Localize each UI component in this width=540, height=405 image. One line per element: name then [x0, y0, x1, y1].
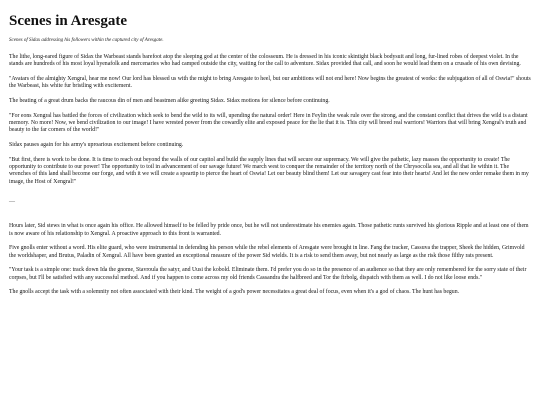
paragraph: Sidax pauses again for his army's uproarious excitement before continuing. — [9, 142, 184, 148]
paragraph: "For eons Xengral has battled the forces of civilization which seek to bend the wild to its will, upending the natural order! Here in Feylin the weak rule over the strong, and the constant conflict that drives the wild is a distant memory. No more! Now, we bend civilization to our image! I have wrested power from the cowardly elite and exposed peace for the lie that it is. This city will breed real warriors! Warriors that will bring Xengral's truth and beauty to the far corners of the world!" — [9, 112, 528, 134]
page-title: Scenes in Aresgate — [9, 13, 128, 29]
paragraph: Five gnolls enter without a word. His elite guard, who were instrumental in defending his person while the rebel elements of Aresgate were brought in line. Fang the tracker, Cassuva the trapper, Sheek the hidden, Grimvold the worldshaper, and Brutus, Paladin of Xengral. All have been granted an exceptional measure of the power Sid wields. It is a risk to send them away, but not nearly as large as the risk those filthy rats present. — [9, 245, 525, 259]
paragraph: "Avatars of the almighty Xengral, hear me now! Our lord has blessed us with the might to bring Aresgate to heel, but our ambitions will not end here! Now begins the greatest of works: the subjugation of all of Oswia!" shouts the Warbeast, his white fur bristling with excitement. — [9, 76, 531, 90]
section-separator — [9, 193, 531, 211]
paragraph: "Your task is a simple one: track down Ida the gnome, Stavroula the satyr, and Uusi the kobold. Eliminate them. I'd prefer you do so in the presence of an audience so that they are only remembered for the sorry state of their corpses, but I'll be satisfied with any successful method. And if you happen to come across my old friends Cassandra the halfbreed and Tor the firbolg, dispatch with them as well. I do not like loose ends." — [9, 267, 527, 281]
paragraph: "But first, there is work to be done. It is time to reach out beyond the walls of our capitol and build the supply lines that will secure our supremacy. We will give the pathetic, lazy masses the opportunity to create! The opportunity to contribute to our power! The opportunity to toil in advancement of our savage future! We march west to conquer the remainder of the territory north of the Chrysocolla sea, and all that lie within it. The wrenches of this land shall become our forge, and with it we will create a speartip to pierce the heart of Oswia! Let our beauty blind them! Let our savagery cast fear into their hearts! And let the new order remake them in my image, the Host of Xengral!" — [9, 156, 529, 185]
separator-dash: — — [9, 199, 15, 206]
page-subtitle: Scenes of Sidax addressing his followers within the captured city of Aresgate. — [9, 38, 164, 43]
paragraph: The beating of a great drum backs the raucous din of men and beastmen alike greeting Sidax. Sidax motions for silence before continuing. — [9, 98, 330, 104]
paragraph: The gnolls accept the task with a solemnity not often associated with their kind. The weight of a god's power necessitates a great deal of focus, even when it's a god of chaos. The hunt has begun. — [9, 289, 460, 296]
paragraph: The lithe, long-eared figure of Sidax the Warbeast stands barefoot atop the sleeping god at the center of the colosseum. He is dressed in his iconic skintight black bodysuit and long, fur-lined robes of deepest violet. In the stands are hundreds of his most loyal hyenafolk and mercenaries who had camped outside the city, waiting for the call to adventure. Sidax provided that call, and soon he would lead them on a crusade of his own devising. — [9, 54, 521, 68]
paragraph: Hours later, Sid stews in what is once again his office. He allowed himself to be felled by pride once, but he will not underestimate his enemies again. Those pathetic runts survived his glorious Ripple and at least one of them is now aware of his relationship to Xengral. A proactive approach to this front is warranted. — [9, 223, 529, 237]
